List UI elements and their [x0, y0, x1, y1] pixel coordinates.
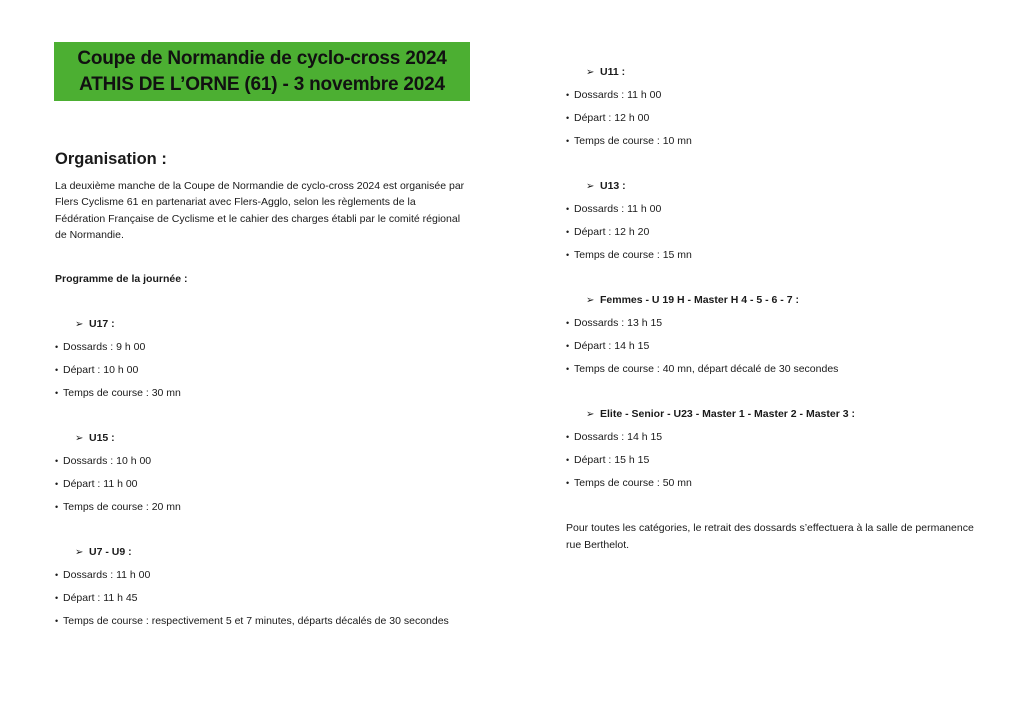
- organisation-heading: Organisation :: [55, 150, 167, 168]
- list-item: • Temps de course : 50 mn: [566, 477, 692, 489]
- list-item: • Temps de course : 15 mn: [566, 249, 692, 261]
- category-u13: [586, 180, 626, 192]
- category-label: Femmes - U 19 H - Master H 4 - 5 - 6 - 7 :: [600, 294, 799, 306]
- list-item: • Départ : 12 h 00: [566, 112, 650, 124]
- list-item: • Dossards : 11 h 00: [566, 89, 662, 101]
- list-item: • Départ : 11 h 45: [55, 592, 138, 604]
- category-elite-senior: [586, 408, 855, 420]
- list-item: • Dossards : 14 h 15: [566, 431, 663, 443]
- list-item: • Temps de course : 30 mn: [55, 387, 181, 399]
- event-title-banner: [54, 42, 470, 101]
- category-femmes-masters: [586, 294, 799, 306]
- bullet-icon: •: [55, 616, 59, 626]
- bullet-icon: •: [566, 432, 570, 442]
- category-u15: [75, 432, 115, 444]
- bullet-icon: •: [55, 593, 59, 603]
- list-item: • Dossards : 11 h 00: [566, 203, 662, 215]
- list-item: • Dossards : 10 h 00: [55, 455, 152, 467]
- bullet-icon: •: [55, 479, 59, 489]
- list-item: • Départ : 11 h 00: [55, 478, 138, 490]
- bullet-icon: •: [566, 90, 570, 100]
- list-item: • Temps de course : respectivement 5 et 7 minutes, départs décalés de 30 secondes: [55, 615, 449, 627]
- bullet-icon: •: [566, 341, 570, 351]
- arrow-bullet-icon: ➢: [586, 181, 595, 192]
- arrow-bullet-icon: ➢: [75, 319, 84, 330]
- category-label: U11 :: [600, 66, 626, 78]
- bullet-icon: •: [566, 250, 570, 260]
- bullet-icon: •: [566, 478, 570, 488]
- dossards-note: Pour toutes les catégories, le retrait des dossards s’effectuera à la salle de permanence rue Berthelot.: [566, 522, 974, 551]
- arrow-bullet-icon: ➢: [75, 547, 84, 558]
- programme-heading: Programme de la journée :: [55, 273, 188, 285]
- list-item: • Départ : 14 h 15: [566, 340, 650, 352]
- event-title-line-1: Coupe de Normandie de cyclo-cross 2024: [77, 48, 447, 69]
- bullet-icon: •: [55, 570, 59, 580]
- list-item: • Temps de course : 40 mn, départ décalé de 30 secondes: [566, 363, 839, 375]
- list-item: • Dossards : 11 h 00: [55, 569, 151, 581]
- organisation-paragraph: La deuxième manche de la Coupe de Normandie de cyclo-cross 2024 est organisée par Flers Cyclisme 61 en partenariat avec Flers-Agglo, selon les règlements de la Fédération Française de Cyclisme et le cahier des charges établi par le comité régional de Normandie.: [55, 180, 465, 241]
- arrow-bullet-icon: ➢: [75, 433, 84, 444]
- list-item: • Temps de course : 20 mn: [55, 501, 181, 513]
- bullet-icon: •: [566, 113, 570, 123]
- bullet-icon: •: [566, 455, 570, 465]
- list-item: • Dossards : 13 h 15: [566, 317, 663, 329]
- bullet-icon: •: [55, 388, 59, 398]
- bullet-icon: •: [566, 227, 570, 237]
- bullet-icon: •: [566, 204, 570, 214]
- category-label: U17 :: [89, 318, 115, 330]
- list-item: • Départ : 15 h 15: [566, 454, 650, 466]
- list-item: • Départ : 12 h 20: [566, 226, 650, 238]
- bullet-icon: •: [566, 136, 570, 146]
- event-title-line-2: ATHIS DE L’ORNE (61) - 3 novembre 2024: [79, 74, 445, 95]
- category-u11: [586, 66, 625, 78]
- category-u17: [75, 318, 115, 330]
- category-label: U15 :: [89, 432, 115, 444]
- arrow-bullet-icon: ➢: [586, 295, 595, 306]
- list-item: • Temps de course : 10 mn: [566, 135, 692, 147]
- bullet-icon: •: [566, 364, 570, 374]
- category-label: U13 :: [600, 180, 626, 192]
- bullet-icon: •: [55, 365, 59, 375]
- bullet-icon: •: [55, 502, 59, 512]
- bullet-icon: •: [55, 456, 59, 466]
- category-label: Elite - Senior - U23 - Master 1 - Master 2 - Master 3 :: [600, 408, 855, 420]
- arrow-bullet-icon: ➢: [586, 67, 595, 78]
- category-u7-u9: [75, 546, 132, 558]
- bullet-icon: •: [566, 318, 570, 328]
- list-item: • Départ : 10 h 00: [55, 364, 139, 376]
- list-item: • Dossards : 9 h 00: [55, 341, 146, 353]
- arrow-bullet-icon: ➢: [586, 409, 595, 420]
- bullet-icon: •: [55, 342, 59, 352]
- category-label: U7 - U9 :: [89, 546, 132, 558]
